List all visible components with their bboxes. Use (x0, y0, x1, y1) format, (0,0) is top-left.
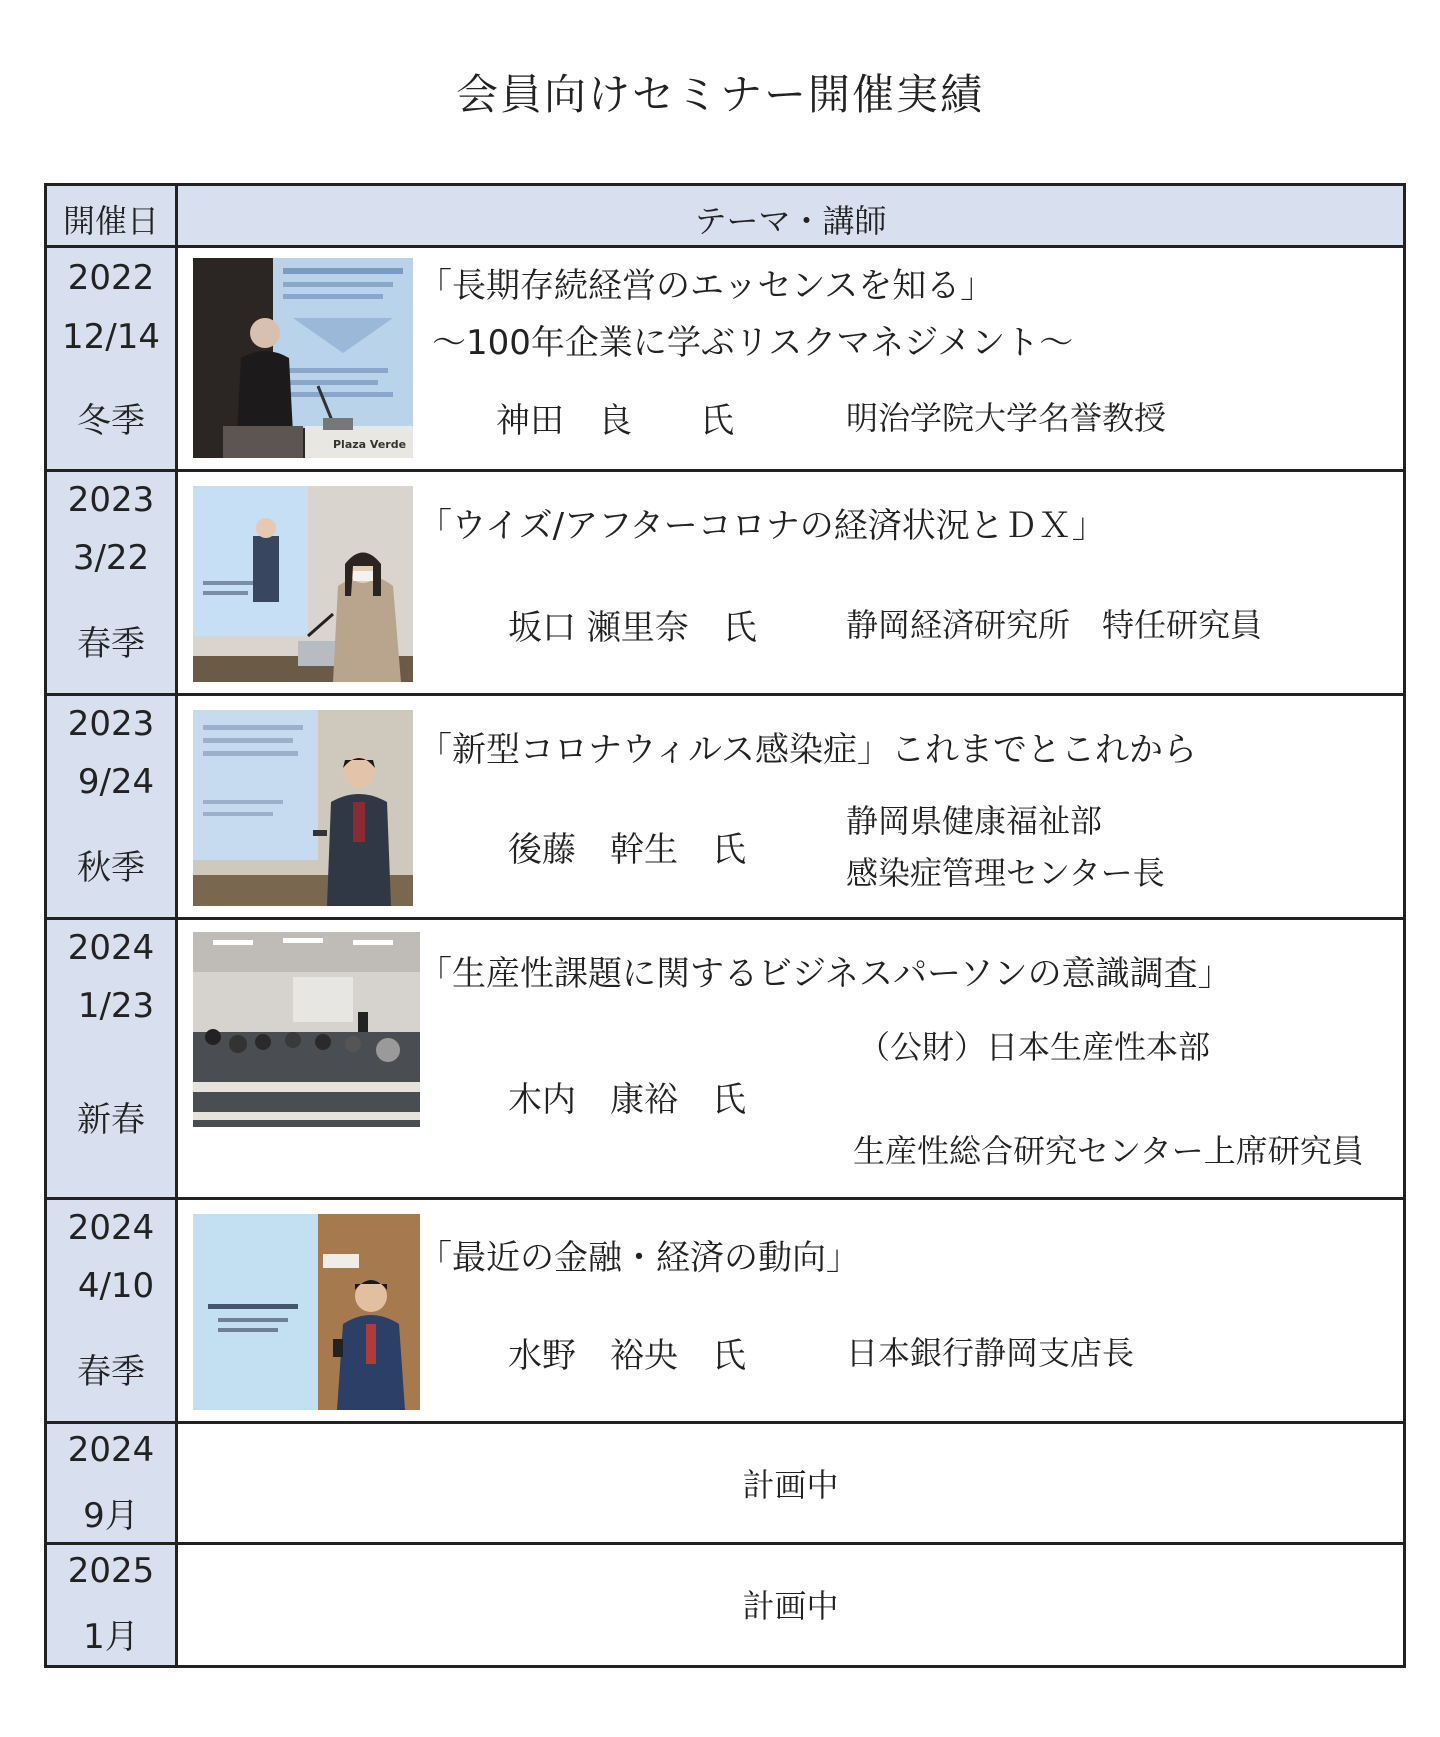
row-date: 3/22 (72, 538, 150, 578)
page-title: 会員向けセミナー開催実績 (455, 70, 984, 119)
row-year: 2023 (67, 480, 155, 520)
speaker-affiliation: 静岡経済研究所 特任研究員 (846, 606, 1263, 644)
speaker-affiliation: 日本銀行静岡支店長 (846, 1334, 1135, 1372)
seminar-photo (193, 1214, 420, 1410)
date-cell (47, 248, 178, 469)
status-text: 計画中 (742, 1587, 839, 1625)
date-cell (47, 1200, 178, 1421)
speaker-affiliation: 明治学院大学名誉教授 (846, 399, 1167, 437)
status-text: 計画中 (742, 1466, 839, 1504)
table-row (47, 1197, 1403, 1421)
row-date: 9/24 (77, 762, 155, 802)
row-date: 4/10 (77, 1266, 155, 1306)
speaker-name: 神田 良 氏 (496, 401, 734, 441)
table-row (47, 1421, 1403, 1542)
table-row (47, 469, 1403, 693)
affiliation-line-2: 生産性総合研究センター上席研究員 (853, 1132, 1364, 1170)
seminar-subtitle: ～100年企業に学ぶリスクマネジメント～ (432, 323, 1074, 363)
date-cell (47, 696, 178, 917)
photo-caption: Plaza Verde (333, 438, 407, 451)
date-cell (47, 1545, 178, 1665)
seminar-photo (193, 932, 420, 1127)
seminar-theme: 「ウイズ/アフターコロナの経済状況とＤＸ」 (418, 506, 1106, 546)
affiliation-line-1: （公財）日本生産性本部 (858, 1028, 1211, 1066)
table-row (47, 917, 1403, 1197)
date-cell (47, 1424, 178, 1542)
content-cell (178, 920, 1403, 1197)
row-date: 9月 (83, 1496, 139, 1536)
seminar-theme: 「長期存続経営のエッセンスを知る」 (418, 266, 995, 306)
table-row (47, 693, 1403, 917)
seminar-photo (193, 258, 413, 458)
content-cell (178, 1424, 1403, 1542)
affiliation-line-2: 感染症管理センター長 (846, 854, 1165, 892)
content-cell (178, 1200, 1403, 1421)
row-date: 1月 (83, 1617, 139, 1657)
row-season: 春季 (77, 624, 145, 664)
speaker-name: 坂口 瀬里奈 氏 (508, 608, 757, 648)
row-season: 春季 (77, 1352, 145, 1392)
date-cell (47, 920, 178, 1197)
table-header (47, 186, 1403, 245)
row-year: 2023 (67, 704, 155, 744)
row-year: 2024 (67, 1430, 155, 1470)
row-season: 冬季 (77, 401, 145, 441)
header-theme: テーマ・講師 (694, 202, 887, 240)
speaker-name: 木内 康裕 氏 (508, 1080, 746, 1120)
seminar-photo (193, 710, 413, 906)
row-year: 2024 (67, 928, 155, 968)
content-cell (178, 248, 1403, 469)
header-date: 開催日 (62, 202, 159, 240)
seminar-theme: 「新型コロナウィルス感染症」これまでとこれから (418, 730, 1197, 770)
row-season: 新春 (77, 1100, 145, 1140)
seminar-theme: 「生産性課題に関するビジネスパーソンの意識調査」 (418, 954, 1232, 994)
seminar-photo (193, 486, 413, 682)
seminar-theme: 「最近の金融・経済の動向」 (418, 1238, 860, 1278)
table-row (47, 245, 1403, 469)
content-cell (178, 472, 1403, 693)
row-year: 2022 (67, 258, 155, 298)
speaker-name: 後藤 幹生 氏 (508, 830, 746, 870)
seminar-table (44, 183, 1406, 1668)
row-year: 2024 (67, 1208, 155, 1248)
date-cell (47, 472, 178, 693)
row-year: 2025 (67, 1551, 155, 1591)
row-season: 秋季 (77, 848, 145, 888)
content-cell (178, 1545, 1403, 1665)
row-date: 12/14 (62, 317, 160, 357)
content-cell (178, 696, 1403, 917)
row-date: 1/23 (77, 986, 155, 1026)
affiliation-line-1: 静岡県健康福祉部 (846, 802, 1103, 840)
table-row (47, 1542, 1403, 1665)
speaker-name: 水野 裕央 氏 (508, 1336, 746, 1376)
